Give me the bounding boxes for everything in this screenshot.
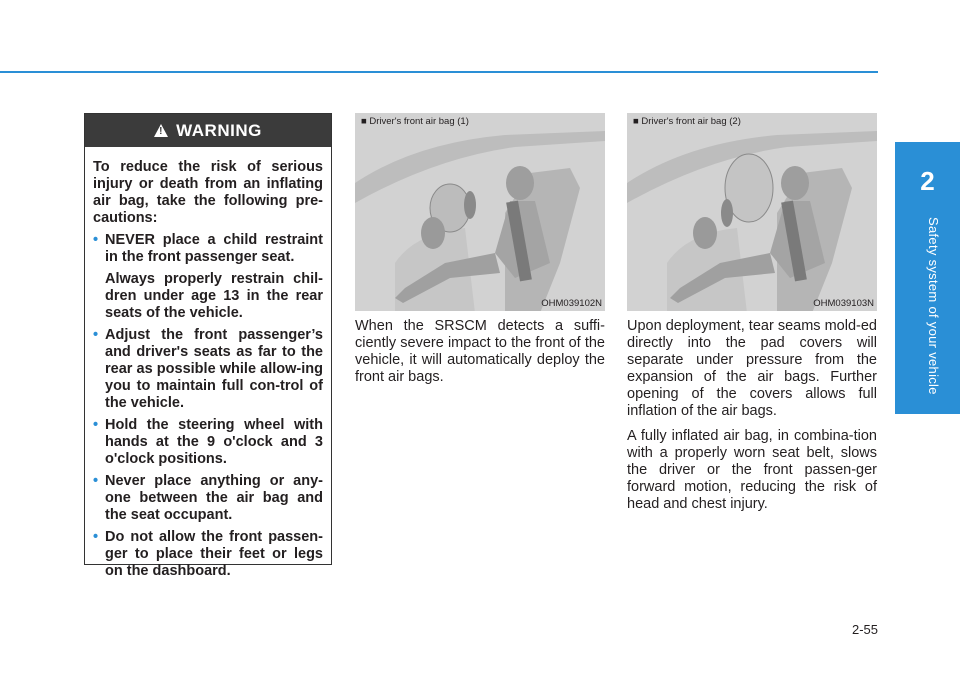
bullet-icon: • — [93, 529, 99, 545]
list-item-note: Always properly restrain chil-dren under age 13 in the rear seats of the vehicle. — [105, 271, 323, 321]
figure-code: OHM039102N — [541, 298, 602, 309]
paragraph: A fully inflated air bag, in combina-tion with a properly worn seat belt, slows the driver or the front passen-ger forward motion, reducing the risk of head and chest injury. — [627, 428, 877, 512]
bullet-icon: • — [93, 417, 99, 433]
list-item: • Never place anything or any-one between the air bag and the seat occupant. — [93, 473, 323, 523]
header-rule — [0, 71, 878, 73]
figure-driver-airbag-2 — [627, 113, 877, 311]
warning-title: WARNING — [176, 120, 262, 140]
body-column-1 — [355, 318, 605, 394]
body-column-2 — [627, 318, 877, 521]
list-item: • Do not allow the front passen-ger to place their feet or legs on the dashboard. — [93, 529, 323, 579]
list-item: • NEVER place a child restraint in the front passenger seat. Always properly restrain chil-dren under age 13 in the rear seats of the vehicle. — [93, 232, 323, 321]
figure-caption: ■ Driver's front air bag (1) — [361, 116, 469, 127]
warning-triangle-icon: ! — [154, 124, 168, 137]
chapter-number: 2 — [920, 166, 935, 196]
paragraph: When the SRSCM detects a suffi-ciently severe impact to the front of the vehicle, it will automatically deploy the front air bags. — [355, 318, 605, 385]
list-item: • Adjust the front passenger’s and driver's seats as far to the rear as possible while allow-ing you to maintain full con-trol of the vehicle. — [93, 327, 323, 411]
warning-intro: To reduce the risk of serious injury or death from an inflating air bag, take the following pre-cautions: — [93, 159, 323, 226]
warning-header — [85, 114, 331, 147]
warning-box — [84, 113, 332, 579]
paragraph: Upon deployment, tear seams mold-ed directly into the pad covers will separate under pressure from the expansion of the air bags. Further opening of the covers allows full inflation of the air bags. — [627, 318, 877, 419]
warning-list — [93, 232, 323, 580]
airbag-illustration-2 — [627, 113, 877, 311]
figure-driver-airbag-1 — [355, 113, 605, 311]
figure-code: OHM039103N — [813, 298, 874, 309]
airbag-illustration-1 — [355, 113, 605, 311]
list-item: • Hold the steering wheel with hands at the 9 o'clock and 3 o'clock positions. — [93, 417, 323, 467]
warning-body — [85, 147, 331, 580]
page-number: 2-55 — [851, 622, 878, 637]
chapter-title: Safety system of your vehicle — [926, 217, 941, 395]
bullet-icon: • — [93, 327, 99, 343]
bullet-icon: • — [93, 232, 99, 248]
chapter-tab[interactable] — [895, 142, 960, 414]
bullet-icon: • — [93, 473, 99, 489]
figure-caption: ■ Driver's front air bag (2) — [633, 116, 741, 127]
